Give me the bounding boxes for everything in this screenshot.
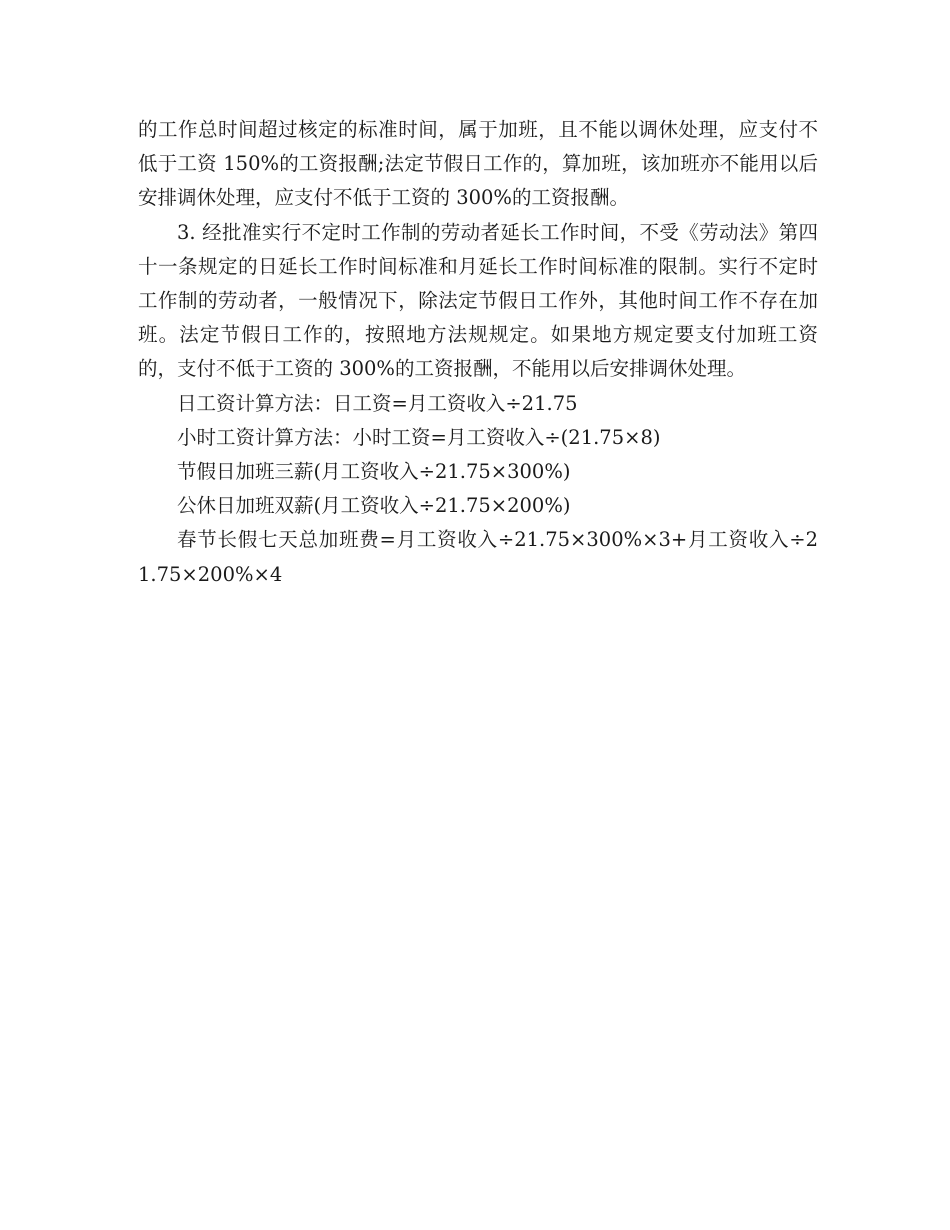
- document-body: [138, 113, 818, 592]
- paragraph-flexible-working-hours: 3. 经批准实行不定时工作制的劳动者延长工作时间，不受《劳动法》第四十一条规定的日延长工作时间标准和月延长工作时间标准的限制。实行不定时工作制的劳动者，一般情况下，除法定节假日工作外，其他时间工作不存在加班。法定节假日工作的，按照地方法规规定。如果地方规定要支付加班工资的，支付不低于工资的 300%的工资报酬，不能用以后安排调休处理。: [138, 220, 818, 381]
- formula-daily-wage: 日工资计算方法：日工资=月工资收入÷21.75: [177, 391, 578, 415]
- paragraph-overtime-pay: 的工作总时间超过核定的标准时间，属于加班，且不能以调休处理，应支付不低于工资 150%的工资报酬;法定节假日工作的，算加班，该加班亦不能用以后安排调休处理，应支付不低于工资的 300%的工资报酬。: [138, 118, 818, 210]
- formula-holiday-triple-pay: 节假日加班三薪(月工资收入÷21.75×300%): [177, 460, 571, 484]
- formula-rest-day-double-pay: 公休日加班双薪(月工资收入÷21.75×200%): [177, 494, 571, 518]
- formula-hourly-wage: 小时工资计算方法：小时工资=月工资收入÷(21.75×8): [177, 425, 661, 449]
- formula-spring-festival-overtime: 春节长假七天总加班费=月工资收入÷21.75×300%×3+月工资收入÷21.75×200%×4: [138, 528, 818, 586]
